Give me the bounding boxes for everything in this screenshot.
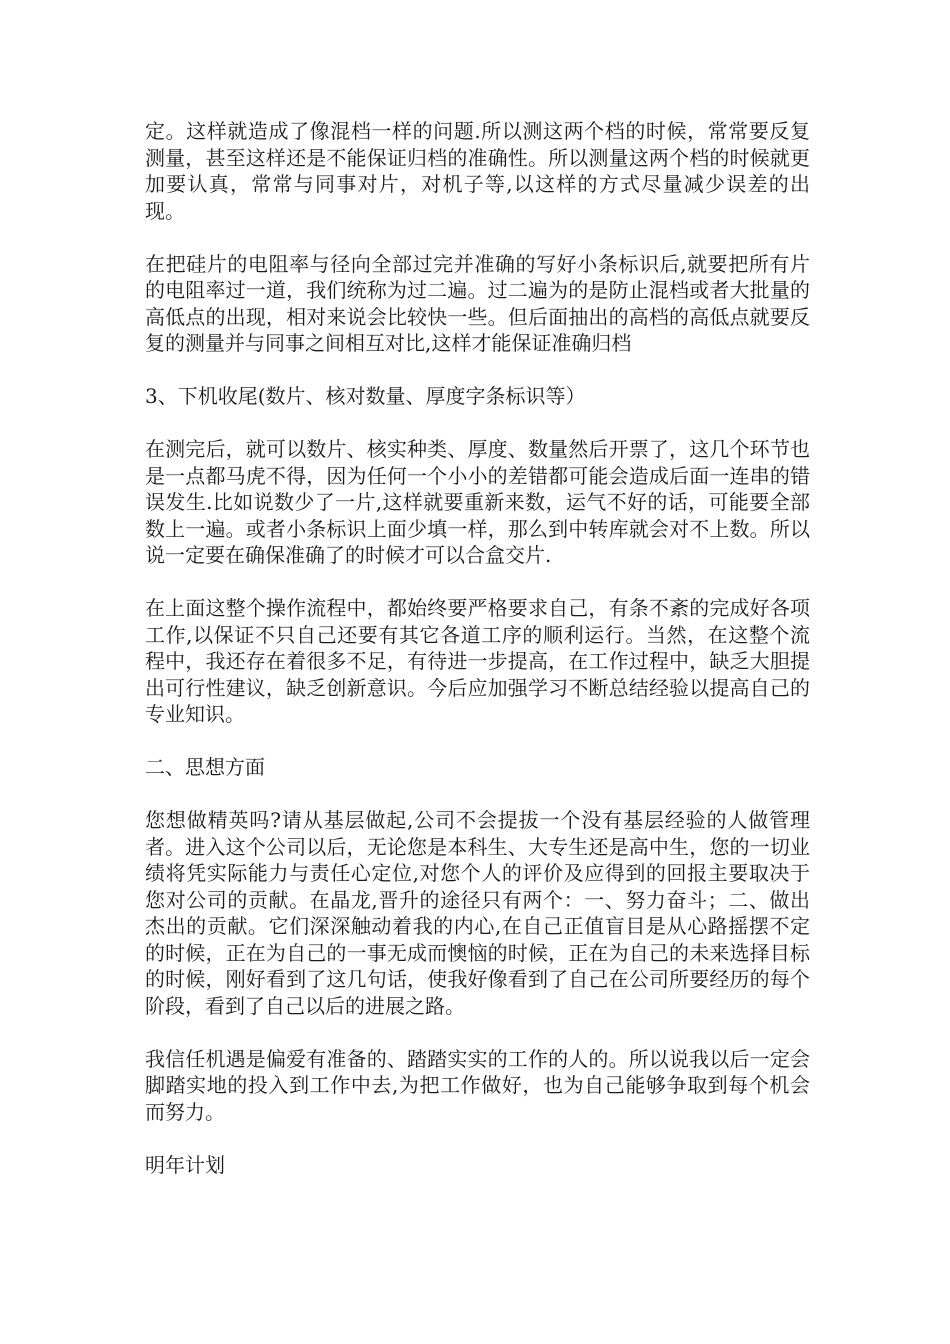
- section-heading-thoughts: 二、思想方面: [145, 755, 265, 779]
- section-heading-next-year-plan: 明年计划: [145, 1152, 225, 1177]
- paragraph-second-pass: 在把硅片的电阻率与径向全部过完并准确的写好小条标识后,就要把所有片的电阻率过一道，我们统称为过二遍。过二遍为的是防止混档或者大批量的高低点的出现，相对来说会比较快一些。但后面抽出的高档的高低点就要反复的测量并与同事之间相互对比,这样才能保证准确归档: [145, 251, 810, 355]
- paragraph-process-reflection: 在上面这整个操作流程中，都始终要严格要求自己，有条不紊的完成好各项工作,以保证不只自己还要有其它各道工序的顺利运行。当然，在这整个流程中，我还存在着很多不足，有待进一步提高，在工作过程中，缺乏大胆提出可行性建议，缺乏创新意识。今后应加强学习不断总结经验以提高自己的专业知识。: [145, 596, 810, 726]
- paragraph-opportunity: 我信任机遇是偏爱有准备的、踏踏实实的工作的人的。所以说我以后一定会脚踏实地的投入到工作中去,为把工作做好，也为自己能够争取到每个机会而努力。: [145, 1046, 810, 1124]
- paragraph-start-from-grassroots: 您想做精英吗?请从基层做起,公司不会提拔一个没有基层经验的人做管理者。进入这个公司以后，无论您是本科生、大专生还是高中生，您的一切业绩将凭实际能力与责任心定位,对您个人的评价及应得到的回报主要取决于您对公司的贡献。在晶龙,晋升的途径只有两个：一、努力奋斗；二、做出杰出的贡献。它们深深触动着我的内心,在自己正值盲目是从心路摇摆不定的时候，正在为自己的一事无成而懊恼的时候，正在为自己的未来选择目标的时候，刚好看到了这几句话，使我好像看到了自己在公司所要经历的每个阶段，看到了自己以后的进展之路。: [145, 808, 810, 1018]
- document-body: [145, 118, 810, 1205]
- section-heading-finishing: 3、下机收尾(数片、核对数量、厚度字条标识等）: [145, 384, 586, 408]
- paragraph-measurement-accuracy: 定。这样就造成了像混档一样的问题.所以测这两个档的时候，常常要反复测量，甚至这样还是不能保证归档的准确性。所以测量这两个档的时候就更加要认真，常常与同事对片，对机子等,以这样的方式尽量减少误差的出现。: [145, 119, 810, 223]
- paragraph-counting-checking: 在测完后，就可以数片、核实种类、厚度、数量然后开票了，这几个环节也是一点都马虎不得，因为任何一个小小的差错都可能会造成后面一连串的错误发生.比如说数少了一片,这样就要重新来数，运气不好的话，可能要全部数上一遍。或者小条标识上面少填一样，那么到中转库就会对不上数。所以说一定要在确保准确了的时候才可以合盒交片.: [145, 437, 810, 567]
